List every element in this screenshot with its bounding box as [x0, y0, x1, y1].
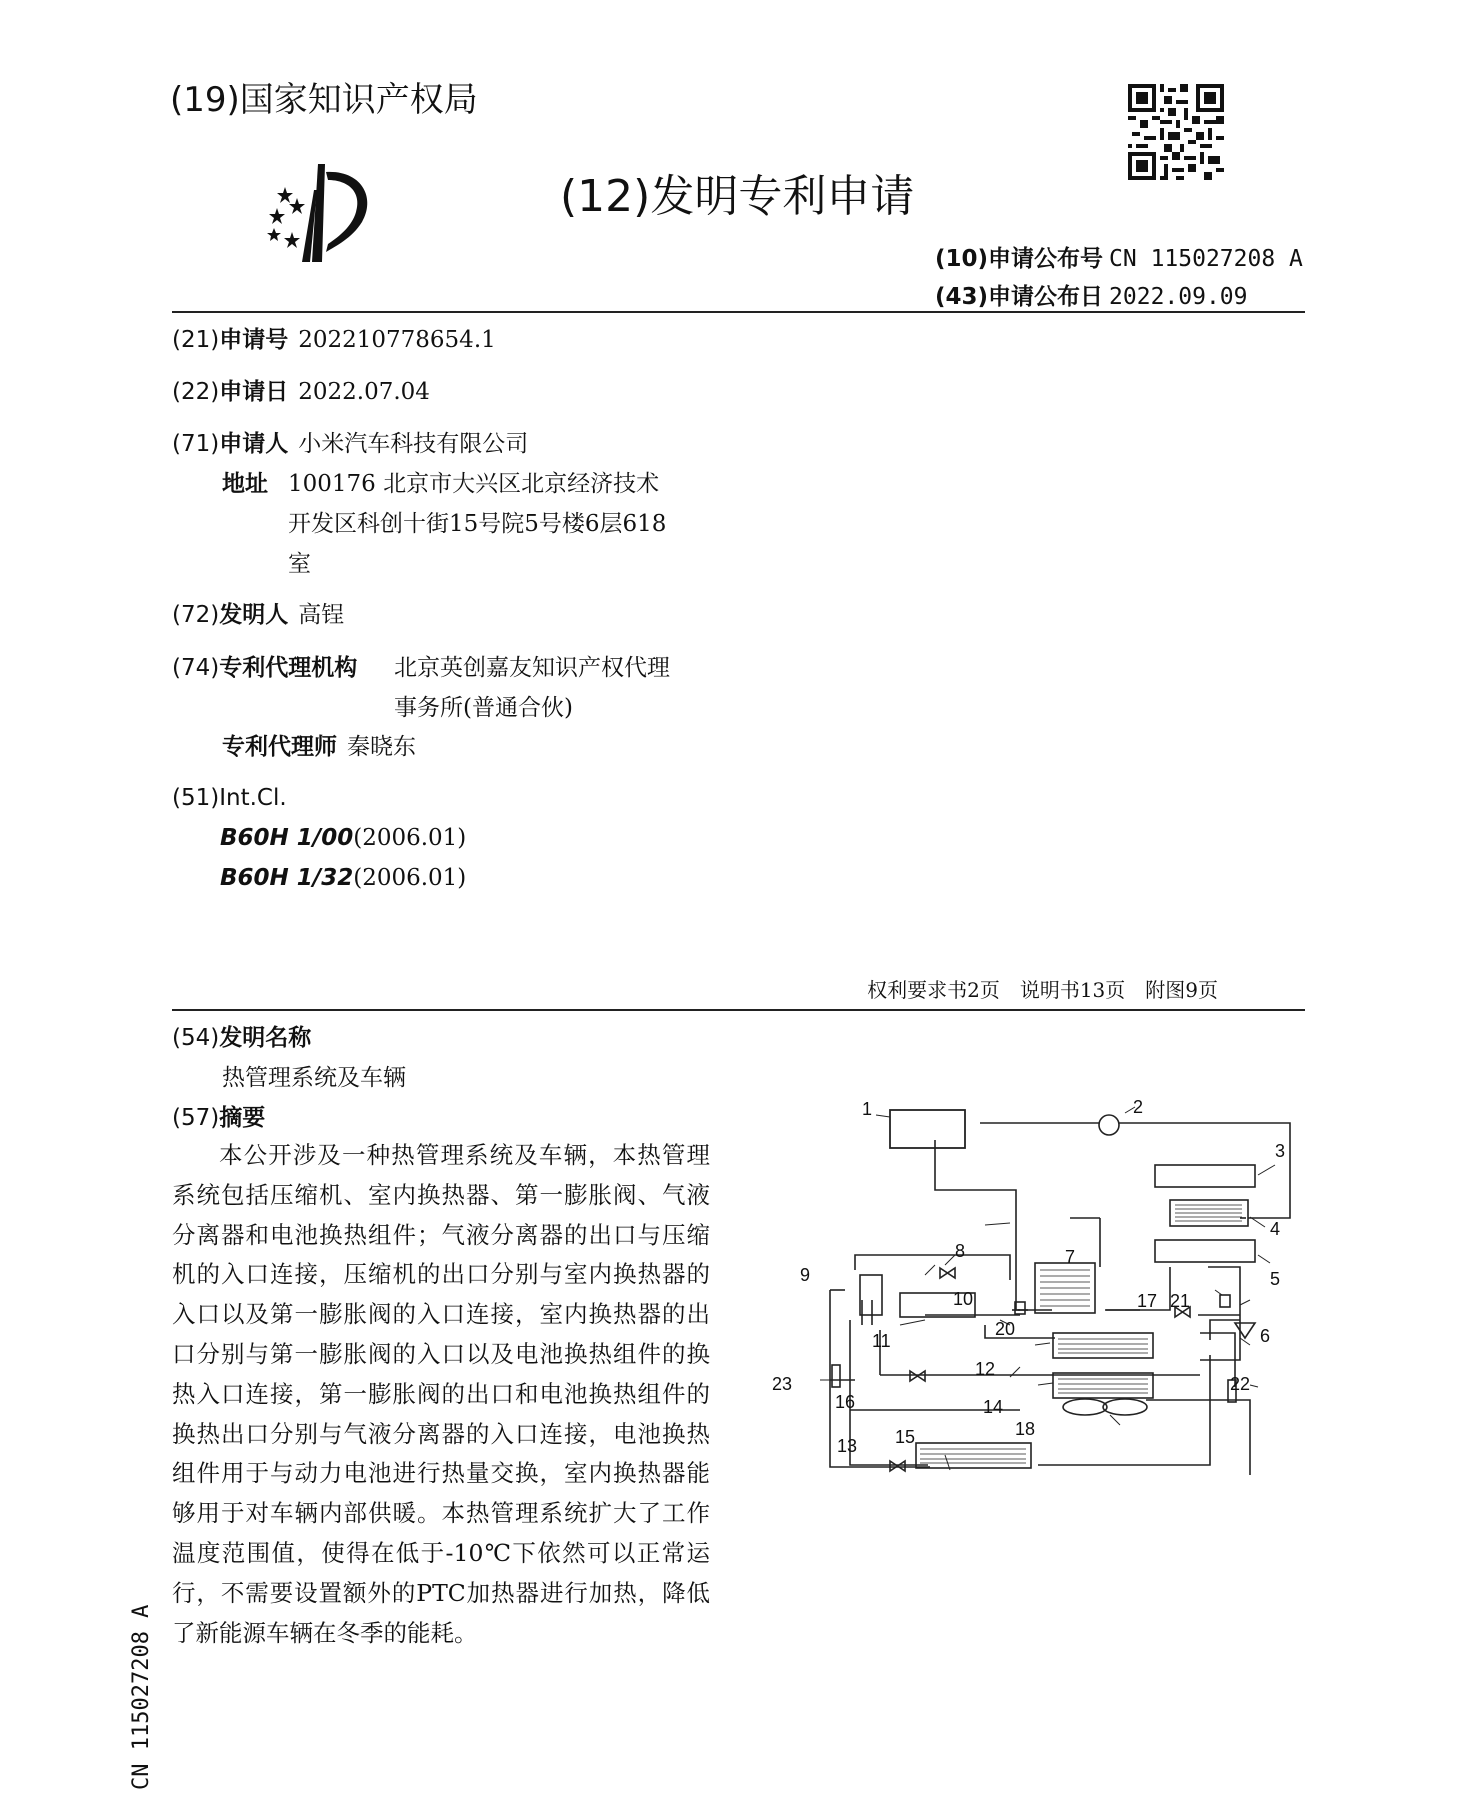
ipc-code: B60H 1/00 [220, 825, 354, 851]
figure-label: 20 [995, 1319, 1016, 1339]
figure-label: 14 [983, 1397, 1004, 1417]
patent-agent [222, 727, 416, 767]
figure-label: 8 [955, 1241, 966, 1261]
figure-label: 12 [975, 1359, 996, 1379]
figure-label: 13 [837, 1436, 858, 1456]
application-number [172, 320, 496, 360]
pub-number-row [935, 240, 1303, 273]
field-code: (57) [172, 1105, 220, 1131]
ipc-code: B60H 1/32 [220, 865, 354, 891]
abstract-body [172, 1136, 710, 1653]
figure-label: 9 [800, 1265, 811, 1285]
invention-title: 热管理系统及车辆 [222, 1065, 406, 1091]
inventor [172, 595, 344, 635]
pub-date: 2022.09.09 [1109, 284, 1248, 310]
pub-number: CN 115027208 A [1109, 246, 1303, 272]
office-name: (19)国家知识产权局 [170, 80, 478, 120]
field-code: (72) [172, 602, 220, 628]
figure-label: 22 [1230, 1374, 1251, 1394]
field-label: 申请号 [219, 327, 289, 353]
figure-label: 16 [835, 1392, 856, 1412]
field-value: 小米汽车科技有限公司 [298, 431, 529, 457]
agency-line: 事务所(普通合伙) [394, 695, 573, 721]
ipc-year: (2006.01) [353, 825, 467, 851]
section-divider [172, 1009, 1305, 1011]
figure-label: 6 [1260, 1326, 1271, 1346]
field-label: 摘要 [219, 1105, 266, 1131]
pub-number-label: (10)申请公布号 [935, 246, 1104, 272]
figure-label: 23 [772, 1374, 793, 1394]
int-cl [172, 778, 287, 818]
figure-label: 21 [1170, 1291, 1191, 1311]
cnipa-logo [240, 160, 380, 270]
qr-code [1128, 84, 1224, 180]
pub-date-label: (43)申请公布日 [935, 284, 1104, 310]
figure-label: 11 [872, 1331, 891, 1351]
abstract-text: 本公开涉及一种热管理系统及车辆，本热管理系统包括压缩机、室内换热器、第一膨胀阀、气液分离器和电池换热组件；气液分离器的出口与压缩机的入口连接，压缩机的出口分别与室内换热器的入口以及第一膨胀阀的入口连接，室内换热器的出口分别与第一膨胀阀的入口以及电池换热组件的换热入口连接，第一膨胀阀的出口和电池换热组件的换热出口分别与气液分离器的入口连接，电池换热组件用于与动力电池进行热量交换，室内换热器能够用于对车辆内部供暖。本热管理系统扩大了工作温度范围值，使得在低于-10℃下依然可以正常运行，不需要设置额外的PTC加热器进行加热，降低了新能源车辆在冬季的能耗。 [172, 1141, 710, 1647]
figure-label: 2 [1133, 1097, 1144, 1117]
field-label: 地址 [222, 471, 268, 497]
figure-label: 4 [1270, 1219, 1281, 1239]
field-label: Int.Cl. [219, 785, 287, 811]
side-publication-number: CN 115027208 A [129, 1604, 154, 1790]
ipc-entry [220, 858, 466, 898]
patent-agency-value [394, 648, 670, 728]
field-label: 专利代理机构 [219, 655, 358, 681]
field-code: (74) [172, 655, 220, 681]
figure-label: 17 [1137, 1291, 1158, 1311]
field-code: (54) [172, 1025, 220, 1051]
figure-label: 3 [1275, 1141, 1286, 1161]
figure-label: 7 [1065, 1247, 1076, 1267]
address-line: 100176 北京市大兴区北京经济技术 [288, 471, 660, 497]
address [222, 464, 268, 504]
system-schematic [770, 1095, 1310, 1475]
field-label: 专利代理师 [222, 734, 337, 760]
abstract-heading [172, 1098, 265, 1138]
figure-label: 5 [1270, 1269, 1281, 1289]
application-date [172, 372, 430, 412]
page-count-info: 权利要求书2页 说明书13页 附图9页 [867, 978, 1218, 1002]
field-code: (51) [172, 785, 220, 811]
field-label: 申请人 [219, 431, 289, 457]
field-code: (21) [172, 327, 220, 353]
ipc-entry [220, 818, 466, 858]
field-label: 发明人 [219, 602, 289, 628]
agency-line: 北京英创嘉友知识产权代理 [394, 655, 670, 681]
figure-label: 1 [862, 1099, 873, 1119]
field-label: 发明名称 [219, 1025, 312, 1051]
pub-date-row [935, 278, 1248, 311]
figure-label: 10 [953, 1289, 974, 1309]
field-label: 申请日 [219, 379, 289, 405]
patent-agency [172, 648, 357, 688]
field-value: 秦晓东 [347, 734, 416, 760]
address-line: 开发区科创十街15号院5号楼6层618 [288, 511, 667, 537]
field-code: (71) [172, 431, 220, 457]
ipc-year: (2006.01) [353, 865, 467, 891]
field-value: 高锃 [298, 602, 345, 628]
document-type: (12)发明专利申请 [560, 171, 915, 222]
address-value [288, 464, 666, 584]
field-value: 2022.07.04 [298, 379, 430, 405]
invention-title-heading [172, 1018, 311, 1058]
applicant [172, 424, 528, 464]
address-line: 室 [288, 551, 311, 577]
figure-label: 15 [895, 1427, 916, 1447]
header-divider [172, 311, 1305, 313]
figure-label: 18 [1015, 1419, 1036, 1439]
field-value: 202210778654.1 [298, 327, 496, 353]
field-code: (22) [172, 379, 220, 405]
